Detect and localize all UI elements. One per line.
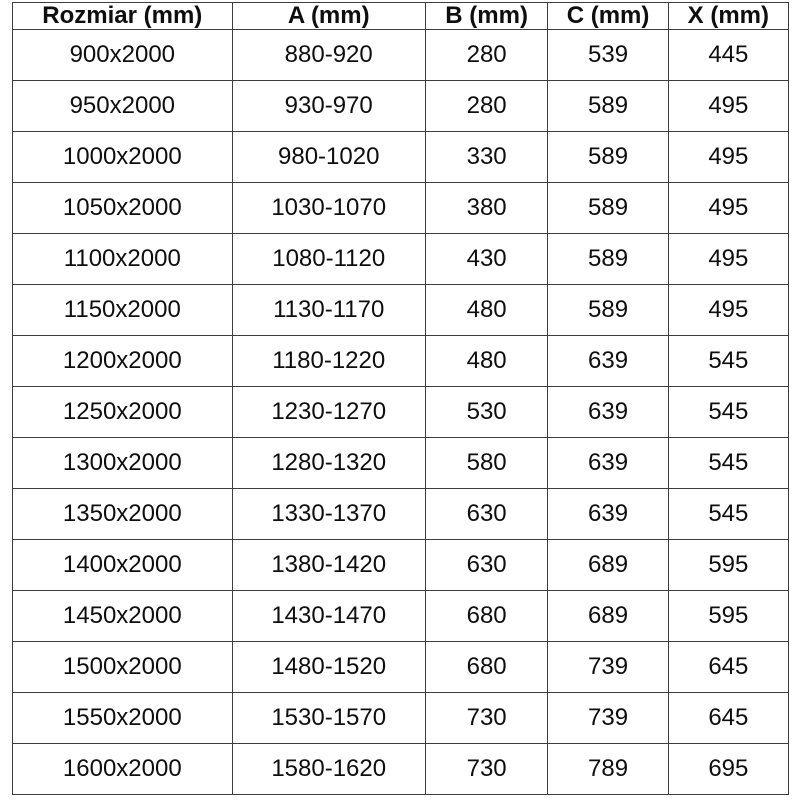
- header-cell-a: A (mm): [232, 3, 425, 30]
- table-cell: 630: [425, 540, 548, 591]
- table-cell: 630: [425, 489, 548, 540]
- table-row: [13, 489, 789, 540]
- table-cell: 589: [548, 285, 668, 336]
- table-cell: 880-920: [232, 30, 425, 81]
- table-cell: 480: [425, 336, 548, 387]
- table-cell: 1480-1520: [232, 642, 425, 693]
- header-cell-c: C (mm): [548, 3, 668, 30]
- table-cell: 645: [668, 642, 788, 693]
- header-row: [13, 3, 789, 30]
- table-row: [13, 234, 789, 285]
- table-cell: 1450x2000: [13, 591, 233, 642]
- table-cell: 545: [668, 336, 788, 387]
- table-cell: 495: [668, 285, 788, 336]
- table-cell: 539: [548, 30, 668, 81]
- table-row: [13, 183, 789, 234]
- table-cell: 1230-1270: [232, 387, 425, 438]
- size-specification-table: [12, 2, 789, 795]
- table-cell: 280: [425, 30, 548, 81]
- table-cell: 430: [425, 234, 548, 285]
- table-cell: 589: [548, 81, 668, 132]
- table-cell: 689: [548, 540, 668, 591]
- table-cell: 530: [425, 387, 548, 438]
- table-cell: 639: [548, 387, 668, 438]
- table-row: [13, 285, 789, 336]
- table-cell: 1100x2000: [13, 234, 233, 285]
- header-cell-x: X (mm): [668, 3, 788, 30]
- table-row: [13, 30, 789, 81]
- table-cell: 545: [668, 489, 788, 540]
- table-cell: 495: [668, 234, 788, 285]
- table-cell: 1130-1170: [232, 285, 425, 336]
- table-cell: 380: [425, 183, 548, 234]
- table-cell: 1530-1570: [232, 692, 425, 743]
- table-cell: 495: [668, 183, 788, 234]
- table-cell: 730: [425, 692, 548, 743]
- table-row: [13, 642, 789, 693]
- table-cell: 730: [425, 743, 548, 794]
- table-cell: 695: [668, 743, 788, 794]
- table-cell: 950x2000: [13, 81, 233, 132]
- table-cell: 1050x2000: [13, 183, 233, 234]
- table-cell: 595: [668, 591, 788, 642]
- table-cell: 495: [668, 81, 788, 132]
- table-row: [13, 743, 789, 794]
- table-row: [13, 438, 789, 489]
- table-cell: 639: [548, 336, 668, 387]
- table-cell: 495: [668, 132, 788, 183]
- table-row: [13, 132, 789, 183]
- table-cell: 1350x2000: [13, 489, 233, 540]
- table-cell: 1000x2000: [13, 132, 233, 183]
- table-cell: 589: [548, 183, 668, 234]
- table-cell: 1380-1420: [232, 540, 425, 591]
- table-cell: 1330-1370: [232, 489, 425, 540]
- table-cell: 480: [425, 285, 548, 336]
- table-cell: 680: [425, 642, 548, 693]
- table-cell: 739: [548, 692, 668, 743]
- table-cell: 739: [548, 642, 668, 693]
- table-cell: 789: [548, 743, 668, 794]
- table-cell: 1280-1320: [232, 438, 425, 489]
- table-cell: 280: [425, 81, 548, 132]
- table-cell: 1600x2000: [13, 743, 233, 794]
- table-cell: 1300x2000: [13, 438, 233, 489]
- table-cell: 1180-1220: [232, 336, 425, 387]
- table-cell: 1500x2000: [13, 642, 233, 693]
- table-cell: 580: [425, 438, 548, 489]
- header-cell-b: B (mm): [425, 3, 548, 30]
- table-cell: 595: [668, 540, 788, 591]
- table-cell: 330: [425, 132, 548, 183]
- table-cell: 1400x2000: [13, 540, 233, 591]
- table-cell: 589: [548, 234, 668, 285]
- table-row: [13, 336, 789, 387]
- table-cell: 689: [548, 591, 668, 642]
- table-cell: 1550x2000: [13, 692, 233, 743]
- table-cell: 900x2000: [13, 30, 233, 81]
- table-cell: 1150x2000: [13, 285, 233, 336]
- table-cell: 1200x2000: [13, 336, 233, 387]
- table-cell: 589: [548, 132, 668, 183]
- table-cell: 1430-1470: [232, 591, 425, 642]
- table-cell: 545: [668, 438, 788, 489]
- table-cell: 639: [548, 438, 668, 489]
- table-row: [13, 692, 789, 743]
- table-cell: 639: [548, 489, 668, 540]
- table-cell: 680: [425, 591, 548, 642]
- header-cell-rozmiar: Rozmiar (mm): [13, 3, 233, 30]
- table-cell: 980-1020: [232, 132, 425, 183]
- table-cell: 1080-1120: [232, 234, 425, 285]
- table-cell: 1580-1620: [232, 743, 425, 794]
- table-row: [13, 387, 789, 438]
- table-cell: 1250x2000: [13, 387, 233, 438]
- table-cell: 645: [668, 692, 788, 743]
- table-cell: 545: [668, 387, 788, 438]
- table-row: [13, 540, 789, 591]
- table-row: [13, 591, 789, 642]
- table-cell: 1030-1070: [232, 183, 425, 234]
- table-body: [13, 30, 789, 795]
- table-cell: 445: [668, 30, 788, 81]
- table-cell: 930-970: [232, 81, 425, 132]
- table-row: [13, 81, 789, 132]
